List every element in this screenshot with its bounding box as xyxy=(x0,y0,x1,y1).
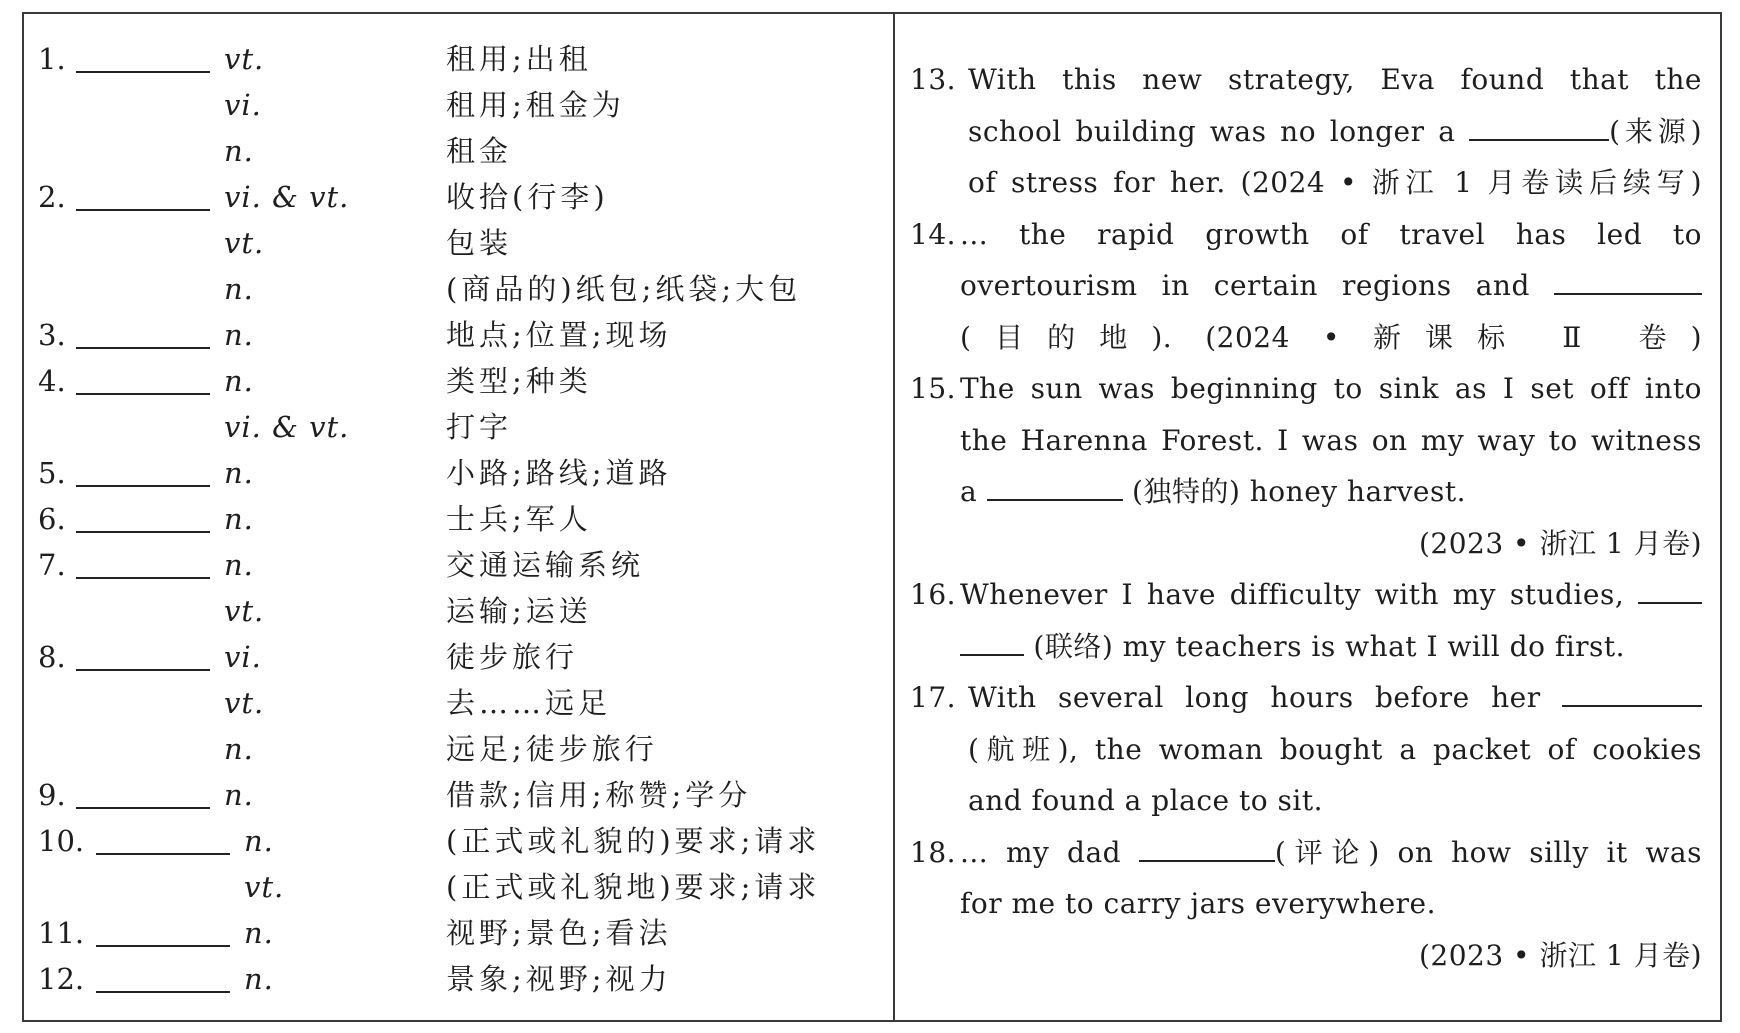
part-of-speech: n. xyxy=(244,916,274,950)
part-of-speech: n. xyxy=(224,548,254,582)
part-of-speech: n. xyxy=(224,732,254,766)
part-of-speech: vt. xyxy=(244,870,285,904)
chinese-meaning: 收拾(行李) xyxy=(446,180,609,214)
vocab-number: 11. xyxy=(38,916,85,950)
chinese-meaning: 小路;路线;道路 xyxy=(446,456,672,490)
sentence-line: for me to carry jars everywhere. xyxy=(960,887,1437,920)
source-citation: (2023 • 浙江 1 月卷) xyxy=(1418,526,1702,560)
answer-blank[interactable] xyxy=(1638,576,1702,604)
question-14 xyxy=(910,209,1702,364)
chinese-meaning: (正式或礼貌地)要求;请求 xyxy=(446,870,821,904)
part-of-speech: n. xyxy=(244,962,274,996)
vocab-row xyxy=(38,220,888,266)
question-number: 17. xyxy=(910,681,957,714)
question-17 xyxy=(910,672,1702,827)
vocab-number: 8. xyxy=(38,640,66,674)
chinese-meaning: 徒步旅行 xyxy=(446,640,579,674)
part-of-speech: vt. xyxy=(224,594,265,628)
vocab-number: 7. xyxy=(38,548,66,582)
hint-text: (目的地). xyxy=(960,320,1173,354)
vocab-row xyxy=(38,404,888,450)
vocab-row xyxy=(38,726,888,772)
vocab-row xyxy=(38,174,888,220)
part-of-speech: n. xyxy=(224,778,254,812)
answer-blank[interactable] xyxy=(76,807,210,809)
sentence-text: school building was no longer a xyxy=(968,114,1456,148)
vocab-row xyxy=(38,128,888,174)
answer-blank[interactable] xyxy=(76,347,210,349)
answer-blank[interactable] xyxy=(1139,834,1275,862)
chinese-meaning: 打字 xyxy=(446,410,513,444)
answer-blank[interactable] xyxy=(76,531,210,533)
sentence-text: ... my dad xyxy=(960,835,1122,869)
sentence-line: of stress for her. (2024 • 浙江 1 月卷读后续写) xyxy=(968,166,1702,199)
answer-blank[interactable] xyxy=(76,71,210,73)
vocab-row xyxy=(38,266,888,312)
question-number: 18. xyxy=(910,835,957,869)
sentence-text: (联络) my teachers is what I will do first. xyxy=(1033,629,1626,663)
vocab-row xyxy=(38,450,888,496)
part-of-speech: n. xyxy=(224,134,254,168)
chinese-meaning: 士兵;军人 xyxy=(446,502,592,536)
vocab-row xyxy=(38,312,888,358)
chinese-meaning: 租用;出租 xyxy=(446,42,592,76)
chinese-meaning: 去……远足 xyxy=(446,686,612,720)
sentence-text: With several long hours before her xyxy=(968,681,1541,714)
answer-blank[interactable] xyxy=(1554,267,1702,295)
source-citation: (2023 • 浙江 1 月卷) xyxy=(1418,938,1702,972)
answer-blank[interactable] xyxy=(96,853,230,855)
part-of-speech: vi. xyxy=(224,640,262,674)
chinese-meaning: 远足;徒步旅行 xyxy=(446,732,658,766)
part-of-speech: vt. xyxy=(224,42,265,76)
part-of-speech: vt. xyxy=(224,686,265,720)
vocab-row xyxy=(38,358,888,404)
hint-text: (独特的) honey harvest. xyxy=(1132,475,1466,508)
chinese-meaning: 借款;信用;称赞;学分 xyxy=(446,778,752,812)
question-number: 14. xyxy=(910,217,957,251)
answer-blank[interactable] xyxy=(76,669,210,671)
source-citation: (2024 • 新课标 Ⅱ 卷) xyxy=(1205,320,1702,354)
chinese-meaning: 租用;租金为 xyxy=(446,88,625,122)
sentence-exercises xyxy=(910,54,1702,981)
vocab-number: 5. xyxy=(38,456,66,490)
hint-text: (来源) xyxy=(1609,114,1702,148)
chinese-meaning: 包装 xyxy=(446,226,513,260)
part-of-speech: n. xyxy=(224,272,254,306)
chinese-meaning: 类型;种类 xyxy=(446,364,592,398)
answer-blank[interactable] xyxy=(96,945,230,947)
vocab-row xyxy=(38,82,888,128)
answer-blank[interactable] xyxy=(76,393,210,395)
question-16 xyxy=(910,569,1702,672)
chinese-meaning: 景象;视野;视力 xyxy=(446,962,672,996)
answer-blank[interactable] xyxy=(1562,679,1702,707)
part-of-speech: n. xyxy=(224,318,254,352)
vocab-row xyxy=(38,542,888,588)
vocab-number: 6. xyxy=(38,502,66,536)
vocab-row xyxy=(38,910,888,956)
vocab-number: 4. xyxy=(38,364,66,398)
vocab-row xyxy=(38,634,888,680)
vocab-row xyxy=(38,680,888,726)
part-of-speech: vi. & vt. xyxy=(224,180,350,214)
vocab-row xyxy=(38,496,888,542)
question-15 xyxy=(910,363,1702,569)
question-number: 13. xyxy=(910,63,957,96)
part-of-speech: n. xyxy=(224,456,254,490)
answer-blank[interactable] xyxy=(76,209,210,211)
sentence-text: overtourism in certain regions and xyxy=(960,269,1530,302)
question-number: 15. xyxy=(910,372,957,405)
sentence-text: Whenever I have difficulty with my studies, xyxy=(960,578,1625,611)
question-number: 16. xyxy=(910,578,957,611)
question-13 xyxy=(910,54,1702,209)
part-of-speech: vt. xyxy=(224,226,265,260)
vocab-row xyxy=(38,818,888,864)
vocab-row xyxy=(38,36,888,82)
sentence-line: The sun was beginning to sink as I set off into xyxy=(960,372,1702,405)
column-divider xyxy=(893,12,895,1022)
vocab-number: 2. xyxy=(38,180,66,214)
part-of-speech: n. xyxy=(224,502,254,536)
chinese-meaning: 视野;景色;看法 xyxy=(446,916,672,950)
hint-text: (评论) on how silly it was xyxy=(1274,835,1702,869)
vocab-row xyxy=(38,864,888,910)
sentence-text: a xyxy=(960,475,978,508)
part-of-speech: vi. xyxy=(224,88,262,122)
vocab-list xyxy=(38,36,888,1002)
vocab-number: 10. xyxy=(38,824,85,858)
answer-blank[interactable] xyxy=(987,473,1123,501)
answer-blank[interactable] xyxy=(76,485,210,487)
chinese-meaning: (正式或礼貌的)要求;请求 xyxy=(446,824,821,858)
chinese-meaning: 地点;位置;现场 xyxy=(446,318,672,352)
sentence-line: With this new strategy, Eva found that the xyxy=(968,63,1702,96)
part-of-speech: vi. & vt. xyxy=(224,410,350,444)
answer-blank-continued[interactable] xyxy=(960,628,1024,656)
vocab-row xyxy=(38,772,888,818)
chinese-meaning: 运输;运送 xyxy=(446,594,592,628)
part-of-speech: n. xyxy=(244,824,274,858)
chinese-meaning: 交通运输系统 xyxy=(446,548,645,582)
chinese-meaning: 租金 xyxy=(446,134,513,168)
vocab-number: 9. xyxy=(38,778,66,812)
vocab-row xyxy=(38,588,888,634)
part-of-speech: n. xyxy=(224,364,254,398)
vocab-number: 3. xyxy=(38,318,66,352)
answer-blank[interactable] xyxy=(1469,113,1609,141)
sentence-line: ... the rapid growth of travel has led to xyxy=(960,217,1702,251)
question-18 xyxy=(910,827,1702,982)
sentence-line: and found a place to sit. xyxy=(968,784,1323,817)
sentence-line: the Harenna Forest. I was on my way to witness xyxy=(960,423,1702,457)
answer-blank[interactable] xyxy=(76,577,210,579)
vocab-number: 12. xyxy=(38,962,85,996)
vocab-number: 1. xyxy=(38,42,66,76)
vocab-row xyxy=(38,956,888,1002)
answer-blank[interactable] xyxy=(96,991,230,993)
sentence-line: (航班), the woman bought a packet of cookies xyxy=(968,732,1702,766)
chinese-meaning: (商品的)纸包;纸袋;大包 xyxy=(446,272,802,306)
